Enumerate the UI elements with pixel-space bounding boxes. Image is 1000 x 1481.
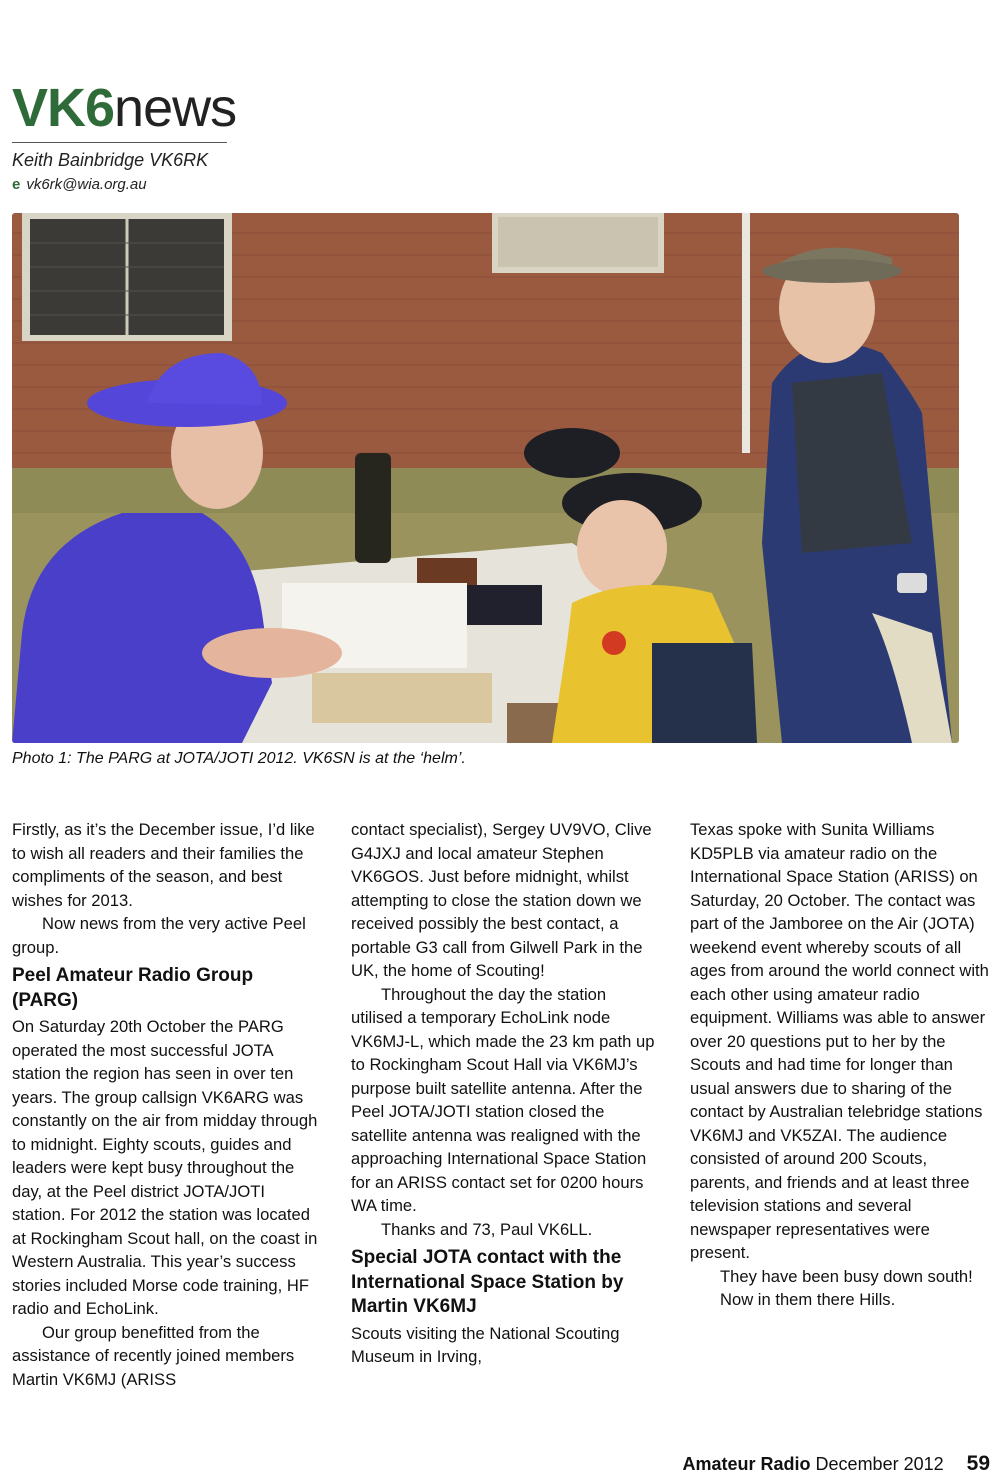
section-title (12, 80, 236, 136)
article-column-2 (351, 818, 656, 1369)
paragraph-intro: Now news from the very active Peel group. (12, 914, 306, 957)
paragraph-greeting: Firstly, as it’s the December issue, I’d like to wish all readers and their families the compliments of the season, and best wishes for 2013. (12, 820, 315, 910)
paragraph-signoff: Thanks and 73, Paul VK6LL. (381, 1219, 593, 1239)
paragraph-hills: Now in them there Hills. (720, 1290, 896, 1309)
email-marker: e (12, 176, 21, 193)
paragraph-group: Our group benefitted from the assistance of recently joined members Martin VK6MJ (ARISS (12, 1322, 295, 1389)
paragraph-iss-start: Scouts visiting the National Scouting Museum in Irving, (351, 1323, 620, 1366)
article-column-1 (12, 818, 320, 1391)
author-email[interactable]: vk6rk@wia.org.au (26, 176, 147, 193)
jota-photo (12, 213, 959, 743)
issue-date: December 2012 (815, 1454, 944, 1474)
paragraph-contacts: contact specialist), Sergey UV9VO, Clive G4JXJ and local amateur Stephen VK6GOS. Just before midnight, whilst attempting to close the station down we received possibly the best contact, a portable G3 call from Gilwell Park in the UK, the home of Scouting! (351, 820, 652, 980)
heading-iss-contact: Special JOTA contact with the International Space Station by Martin VK6MJ (351, 1247, 624, 1317)
masthead-divider (12, 142, 227, 143)
paragraph-busy-south: They have been busy down south! (720, 1266, 973, 1286)
paragraph-iss-continued: Texas spoke with Sunita Williams KD5PLB via amateur radio on the International Space Station (ARISS) on Saturday, 20 October. The contact was part of the Jamboree on the Air (JOTA) weekend event whereby scouts of all ages from around the world connect with each other using amateur radio equipment. Williams was able to answer over 20 questions put to her by the Scouts and had time for longer than usual answers due to sharing of the contact by Australian telebridge stations VK6MJ and VK5ZAI. The audience consisted of around 200 Scouts, parents, and friends and at least three television stations and several newspaper representatives were present. (690, 820, 989, 1262)
author-email-line (12, 176, 147, 193)
article-column-3 (690, 818, 990, 1312)
paragraph-echolink: Throughout the day the station utilised a temporary EchoLink node VK6MJ-L, which made the 23 km path up to Rockingham Scout Hall via VK6MJ’s purpose built satellite antenna. After the Peel JOTA/JOTI station closed the satellite antenna was realigned with the approaching International Space Station for an ARISS contact set for 0200 hours WA time. (351, 984, 655, 1215)
paragraph-parg: On Saturday 20th October the PARG operated the most successful JOTA station the region has seen in over ten years. The group callsign VK6ARG was constantly on the air from midday through to midnight. Eighty scouts, guides and leaders were kept busy throughout the day, at the Peel district JOTA/JOTI station. For 2012 the station was located at Rockingham Scout hall, on the coast in Western Australia. This year’s success stories included Morse code training, HF radio and EchoLink. (12, 1017, 318, 1318)
page-number: 59 (966, 1452, 990, 1475)
section-title-light: news (114, 78, 237, 138)
author-byline: Keith Bainbridge VK6RK (12, 150, 209, 170)
photo-caption: Photo 1: The PARG at JOTA/JOTI 2012. VK6SN is at the ‘helm’. (12, 750, 466, 767)
heading-parg: Peel Amateur Radio Group (PARG) (12, 965, 254, 1011)
section-masthead (12, 80, 236, 136)
magazine-name: Amateur Radio (682, 1454, 811, 1474)
section-title-bold: VK6 (12, 78, 115, 138)
page-footer (683, 1452, 991, 1476)
